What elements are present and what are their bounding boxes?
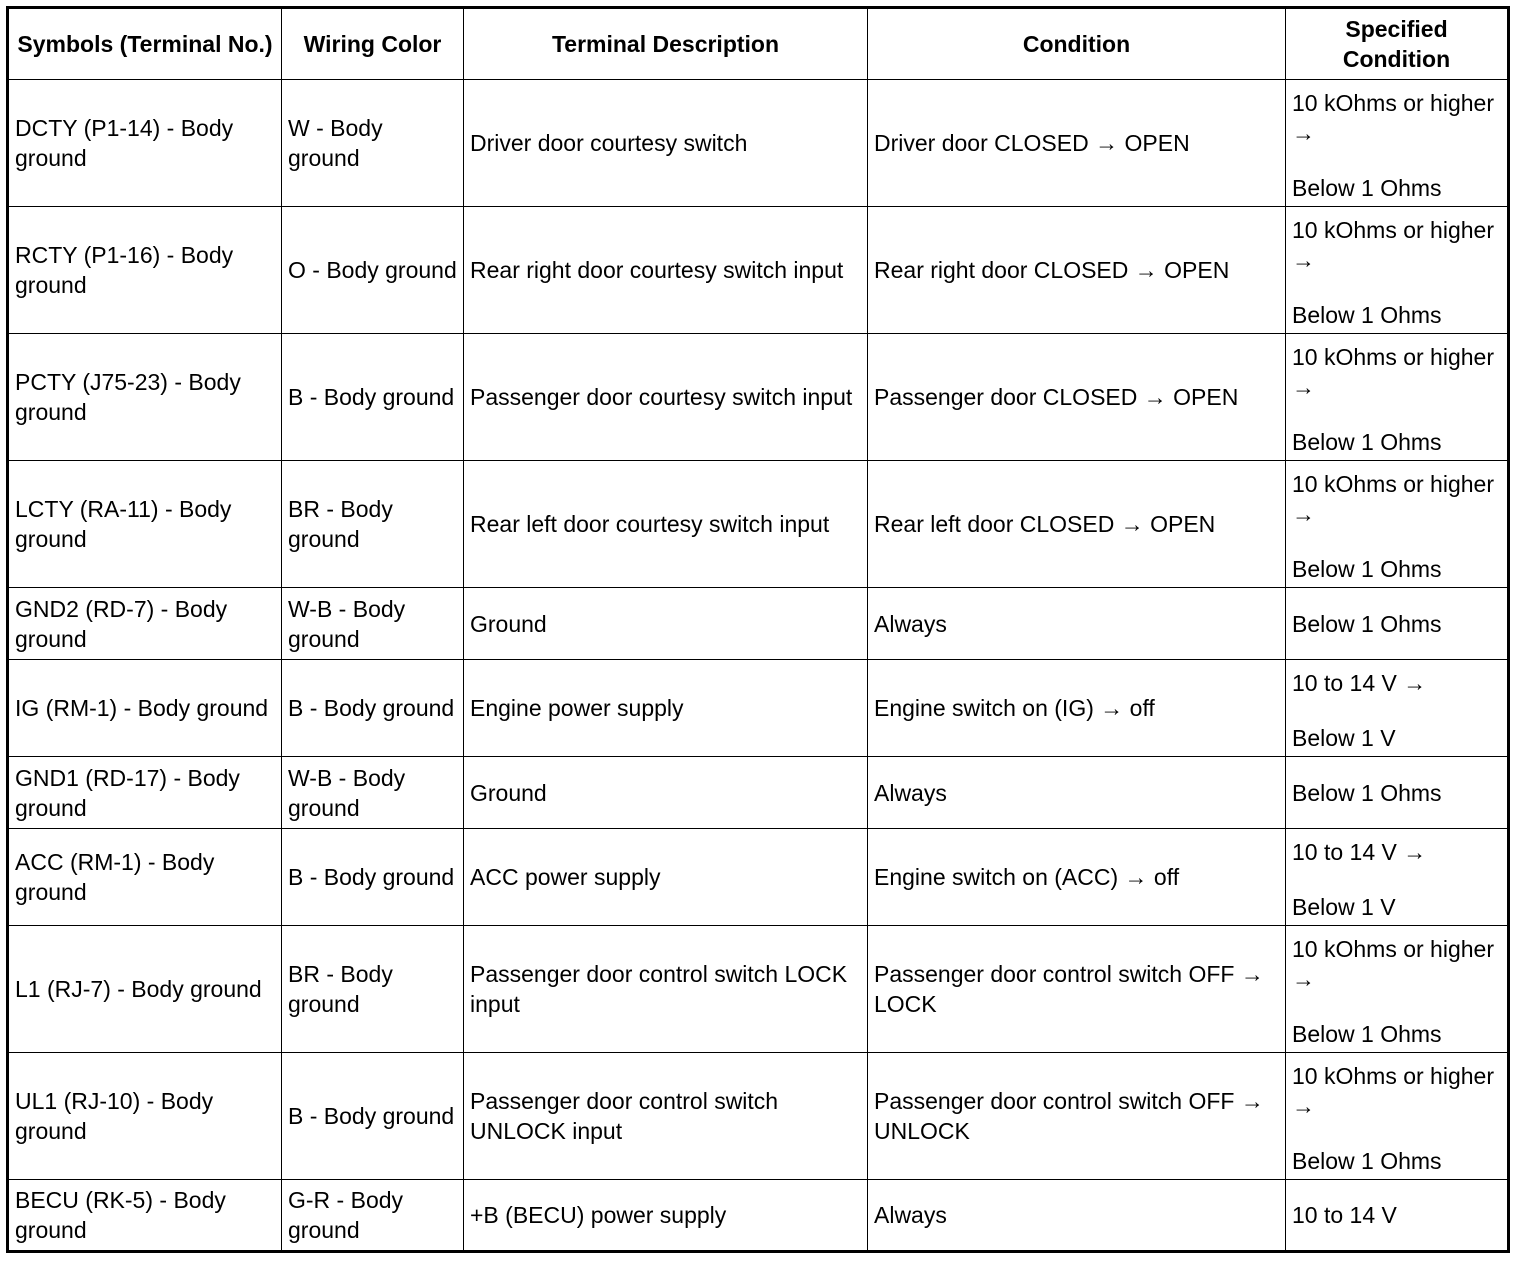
cell-symbol-text: DCTY (P1-14) - Body ground [15,115,240,171]
cell-terminal-description [464,1053,868,1180]
spec-line: Below 1 V [1292,894,1396,920]
cell-specified-condition [1286,461,1509,588]
cell-terminal-description-text: Passenger door control switch LOCK input [470,961,854,1017]
spec-line: 10 to 14 V → [1292,839,1427,865]
table-row [8,660,1509,757]
spec-line: 10 kOhms or higher → [1292,90,1501,146]
cell-terminal-description-text: Ground [470,779,547,806]
cell-condition-text: Passenger door CLOSED → OPEN [874,384,1239,410]
header-condition: Condition [868,8,1286,80]
spec-line: 10 kOhms or higher → [1292,471,1501,527]
cell-condition [868,660,1286,757]
terminal-spec-table [6,6,1510,1253]
cell-symbol-text: PCTY (J75-23) - Body ground [15,369,248,425]
cell-terminal-description-text: +B (BECU) power supply [470,1202,727,1228]
header-symbols: Symbols (Terminal No.) [8,8,282,80]
spec-line: 10 kOhms or higher → [1292,344,1501,400]
cell-condition [868,829,1286,926]
table-row [8,588,1509,660]
spec-gap [1292,698,1501,723]
cell-wiring-color [282,660,464,757]
table-row [8,829,1509,926]
cell-condition-text: Always [874,1202,947,1228]
table-row [8,334,1509,461]
cell-wiring-color [282,207,464,334]
spec-line: Below 1 Ohms [1292,556,1442,582]
cell-terminal-description [464,207,868,334]
cell-symbol [8,660,282,757]
cell-wiring-color-text: W-B - Body ground [288,595,412,652]
cell-specified-condition [1286,1053,1509,1180]
spec-line: Below 1 V [1292,725,1396,751]
spec-gap [1292,402,1501,427]
cell-condition-text: Always [874,779,947,806]
cell-condition-text: Rear left door CLOSED → OPEN [874,511,1216,537]
spec-gap [1292,275,1501,300]
cell-condition-text: Driver door CLOSED → OPEN [874,130,1190,156]
cell-specified-condition [1286,757,1509,829]
cell-wiring-color [282,80,464,207]
cell-terminal-description [464,660,868,757]
cell-terminal-description-text: ACC power supply [470,864,661,890]
cell-terminal-description [464,829,868,926]
cell-wiring-color [282,461,464,588]
cell-condition-text: Always [874,610,947,637]
cell-symbol [8,926,282,1053]
cell-condition-text: Engine switch on (IG) → off [874,695,1155,721]
cell-condition [868,588,1286,660]
cell-specified-condition [1286,334,1509,461]
table-row [8,207,1509,334]
table-row [8,80,1509,207]
cell-terminal-description [464,461,868,588]
cell-terminal-description [464,334,868,461]
cell-wiring-color-text: B - Body ground [288,1103,455,1129]
cell-condition [868,334,1286,461]
cell-condition-text: Passenger door control switch OFF → LOCK [874,961,1271,1017]
spec-gap [1292,994,1501,1019]
cell-condition [868,207,1286,334]
cell-wiring-color-text: W-B - Body ground [288,764,412,821]
table-row [8,461,1509,588]
cell-terminal-description [464,926,868,1053]
header-row [8,8,1509,80]
spec-line: Below 1 Ohms [1292,1021,1442,1047]
spec-line: Below 1 Ohms [1292,1148,1442,1174]
cell-symbol-text: RCTY (P1-16) - Body ground [15,242,240,298]
cell-wiring-color [282,1053,464,1180]
table-row [8,1180,1509,1252]
cell-specified-condition [1286,588,1509,660]
cell-terminal-description [464,588,868,660]
cell-terminal-description-text: Passenger door control switch UNLOCK input [470,1088,785,1144]
spec-gap [1292,867,1501,892]
spec-line: 10 kOhms or higher → [1292,1063,1501,1119]
cell-specified-condition [1286,1180,1509,1252]
cell-symbol [8,461,282,588]
cell-wiring-color-text: O - Body ground [288,257,457,283]
cell-terminal-description-text: Ground [470,610,547,637]
spec-line: 10 to 14 V → [1292,670,1427,696]
cell-symbol-text: IG (RM-1) - Body ground [15,695,269,721]
cell-condition [868,757,1286,829]
cell-symbol [8,1180,282,1252]
spec-line: Below 1 Ohms [1292,175,1442,201]
cell-specified-condition [1286,207,1509,334]
header-wiring-color: Wiring Color [282,8,464,80]
cell-symbol-text: BECU (RK-5) - Body ground [15,1187,233,1243]
cell-wiring-color [282,334,464,461]
cell-symbol-text: GND1 (RD-17) - Body ground [15,764,247,821]
cell-wiring-color [282,588,464,660]
spec-line: Below 1 Ohms [1292,610,1442,637]
spec-gap [1292,529,1501,554]
table-row [8,1053,1509,1180]
cell-wiring-color [282,926,464,1053]
cell-condition-text: Rear right door CLOSED → OPEN [874,257,1230,283]
cell-symbol-text: LCTY (RA-11) - Body ground [15,496,238,552]
header-terminal-description: Terminal Description [464,8,868,80]
cell-wiring-color [282,829,464,926]
cell-wiring-color [282,1180,464,1252]
cell-symbol-text: UL1 (RJ-10) - Body ground [15,1088,220,1144]
cell-terminal-description [464,80,868,207]
cell-specified-condition [1286,926,1509,1053]
spec-line: 10 kOhms or higher → [1292,217,1501,273]
cell-symbol [8,588,282,660]
cell-condition [868,926,1286,1053]
cell-terminal-description-text: Driver door courtesy switch [470,130,748,156]
spec-gap [1292,1121,1501,1146]
cell-symbol-text: L1 (RJ-7) - Body ground [15,976,262,1002]
table-row [8,757,1509,829]
cell-symbol [8,757,282,829]
spec-line: 10 to 14 V [1292,1202,1397,1228]
table-row [8,926,1509,1053]
cell-condition-text: Engine switch on (ACC) → off [874,864,1180,890]
cell-wiring-color-text: B - Body ground [288,384,455,410]
cell-wiring-color-text: G-R - Body ground [288,1187,410,1243]
table-body [8,80,1509,1252]
cell-terminal-description-text: Passenger door courtesy switch input [470,384,853,410]
cell-wiring-color [282,757,464,829]
cell-terminal-description-text: Rear right door courtesy switch input [470,257,844,283]
cell-symbol [8,1053,282,1180]
cell-terminal-description-text: Engine power supply [470,695,684,721]
cell-specified-condition [1286,829,1509,926]
cell-symbol [8,334,282,461]
spec-line: 10 kOhms or higher → [1292,936,1501,992]
cell-symbol-text: ACC (RM-1) - Body ground [15,849,221,905]
spec-line: Below 1 Ohms [1292,779,1442,806]
cell-terminal-description [464,1180,868,1252]
cell-wiring-color-text: W - Body ground [288,115,389,171]
cell-specified-condition [1286,80,1509,207]
cell-condition [868,461,1286,588]
spec-line: Below 1 Ohms [1292,429,1442,455]
cell-terminal-description [464,757,868,829]
cell-condition [868,1180,1286,1252]
cell-wiring-color-text: BR - Body ground [288,961,400,1017]
cell-specified-condition [1286,660,1509,757]
cell-symbol-text: GND2 (RD-7) - Body ground [15,595,234,652]
cell-wiring-color-text: B - Body ground [288,864,455,890]
spec-line: Below 1 Ohms [1292,302,1442,328]
cell-condition [868,1053,1286,1180]
cell-symbol [8,80,282,207]
table-header [8,8,1509,80]
cell-symbol [8,829,282,926]
header-specified-condition: Specified Condition [1286,8,1509,80]
spec-gap [1292,148,1501,173]
cell-condition-text: Passenger door control switch OFF → UNLOCK [874,1088,1271,1144]
cell-terminal-description-text: Rear left door courtesy switch input [470,511,830,537]
cell-wiring-color-text: BR - Body ground [288,496,400,552]
cell-wiring-color-text: B - Body ground [288,695,455,721]
cell-symbol [8,207,282,334]
cell-condition [868,80,1286,207]
